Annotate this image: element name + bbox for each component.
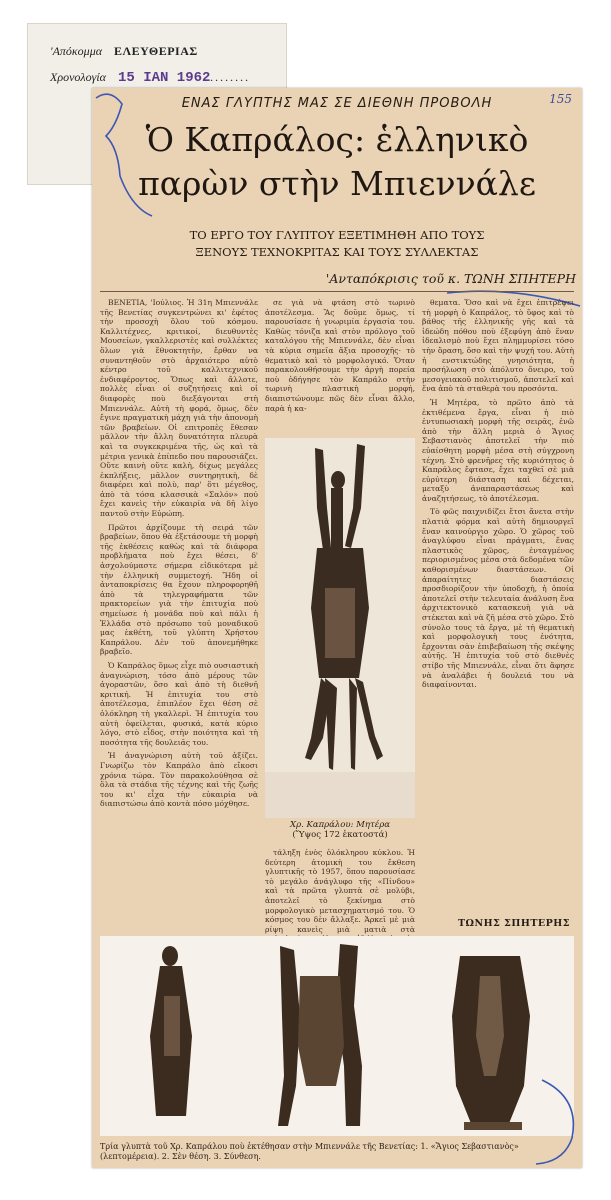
column-3-paragraph: θεματα. Ὅσο καὶ νὰ ἔχει ἐπιτρέψει τὴ μορφὴ ὁ Καπράλος, τὸ ὕφος καὶ τὸ βάθος τῆς ἑλληνικῆς γῆς καὶ τὰ ἰδεώδη πόθου ποὺ ἐξεφύγη ἀπὸ ἕναν ἰδεαλισμὸ ποὺ ἔχει πλημμυρίσει τόσο τὴν ὅραση, ὅσο καὶ τὴν ψυχή του. Αὐτὴ ἡ ενστικτώδης γνησιότητα, ἡ προσήλωση στὸ ἀπόλυτο ὄνειρο, τοῦ μεσογειακοῦ πολιτισμοῦ, ἀποτελεῖ καὶ ἕνα ἀπὸ τὰ σταθερὰ του προσόντα. <box>422 298 574 394</box>
article-column-2-bottom <box>265 848 415 934</box>
column-2-paragraph: τάληξη ἑνὸς ὁλόκληρου κύκλου. Ἡ δεύτερη ἀτομικὴ του ἔκθεση γλυπτικῆς τὸ 1957, ὅπου παρουσίασε τὸ μεγάλο ἀνάγλυφο τῆς «Πίνδου» καὶ τὰ πρῶτα γλυπτὰ σὲ μολύβι, ἀποτελεῖ τὸ ξεκίνημα στὸ μορφολογικὸ μετασχηματισμό του. Ὁ κόσμος του δὲν ἄλλαξε. Ἀρκεῖ μὲ μιὰ ρίψη κανεὶς μιὰ ματιὰ στὰ <box>265 848 415 934</box>
column-1-paragraph: Ὁ Καπράλος ὅμως εἶχε πιὸ ουσιαστικὴ ἀναγνώριση, τόσο ἀπὸ μέρους τῶν ἀγοραστῶν, ὅσο καὶ ἀπὸ τὴ διεθνῆ κριτική. Ἡ ἐπιτυχία του στὸ ἀποτέλεσμα, ἐπιπλέον ἔχει θέση σὲ ὁλόκληρη τὴ γκαλλερὶ. Ἡ ἐπιτυχία του αὐτὴ ὀφείλεται, φυσικά, κατὰ κύριο λόγο, στὸ εἶδος, στὴν ποιότητα καὶ τὴ ποσότητα τῆς δουλειᾶς του. <box>100 660 258 747</box>
column-2-paragraph: σε γιὰ νὰ φτάση στὸ τωρινὸ ἀποτέλεσμα. Ἂς δοῦμε ὅμως, τί παρουσίασε ἡ γνωριμία ἐργασία του. Καθὼς τόνιζα καὶ στὸν πρόλογο τοῦ καταλόγου τῆς Μπιεννάλε, δὲν εἶναι τὰ κύρια σημεῖα ἄξια προσοχῆς· τὸ θεματικὸ καὶ τὸ μορφολογικό. Ὅταν παρακολουθήσουμε τὴν ἀργὴ πορεία ποὺ ὁδήγησε τὸν Καπράλο στὴν τωρινὴ πλαστικὴ μορφή, διαπιστώνουμε πῶς δὲν εἶναι ἄλλο, παρὰ ἡ κα- <box>265 298 415 413</box>
sculpture-photo-mother <box>265 438 415 818</box>
article-subtitle <box>92 227 582 261</box>
subtitle-line-2: ΞΕΝΟΥΣ ΤΕΧΝΟΚΡΙΤΑΣ ΚΑΙ ΤΟΥΣ ΣΥΛΛΕΚΤΑΣ <box>195 245 479 259</box>
column-3-paragraph: Τὸ φῶς παιχνιδίζει ἔτσι ἄνετα στὴν πλατιὰ φόρμα καὶ αὐτὴ δημιουργεῖ ἕναν καινούργιο χῶρο. Ὁ χῶρος τοῦ ἀναγλύφου εἶναι πράγματι, ἕνας πλαστικὸς χῶρος, ἐνταγμένος περιορισμένος μέσα στὰ δεδομένα τῶν καθορισμένων διαστάσεων. Οἱ ἀπαραίτητες διαστάσεις προσδιορίζουν τὴν ὑποδοχὴ, ἡ ὁποία ἀποτελεῖ στὴν τελευταία ἀνάλυση ἕνα ἀρχιτεκτονικὸ κατασκευὴ γιὰ νὰ στέκεται καὶ νὰ ζῆ μέσα στὸ χῶρο. Στὸ σύνολο τους τὰ ἔργα, μὲ τὴ θεματικὴ καὶ μορφολογικὴ τους ἑνότητα, ἔρχονται σὰν ἐπιβεβαίωση τῆς σκέψης αὐτῆς. Ἡ ἐπιτυχία τοῦ στὸ διεθνὲς στίβο τῆς Μπιεννάλε, εἶναι ὅτι ἄφησε νὰ ἀναλάβει ἡ δουλειά του νὰ διαφαίνονται. <box>422 507 574 690</box>
column-1-paragraph: ΒΕΝΕΤΙΑ, 'Ιούλιος. Ἡ 31η Μπιεννάλε τῆς Βενετίας συγκεντρώνει κι' ἐφέτος τὴν προσοχὴ ὅλου τοῦ κόσμου. Καλλιτέχνες, κριτικοί, διευθυντὲς Μουσείων, γκαλλεριστὲς καὶ συλλέκτες ὅλων γιὰ ἔθνοκτητὴν, ἔρθαν να συναντηθοῦν στὸ ἀρχαιότερο αὐτὸ κέντρο τοῦ καλλιτεχνικοῦ ἐνδιαφέροντος. Ὅπως καὶ ἄλλοτε, πολλὲς εἶναι οἱ συζητήσεις καὶ οἱ διαφορὲς ποὺ διεξάγονται στὴ Μπιεννάλε. Αὐτὴ τὴ φορά, ὅμως, δὲν ἔγινε πραγματικὴ μάχη γιὰ τὴν ἀπονομὴ τῶν βραβείων. Οἱ επιτροπὲς ἔθεσαν μᾶλλον τὴν ἄλλη δυνατότητα πλευρὰ καὶ τα συγκεκριμένα τῆς, ὡς καὶ τὰ μέτρια γενικὰ ἐπίπεδο που παρουσιάζει. Οὔτε καινὴ οὔτε καλὴ, δίχως μεγάλες ἐκπλήξεις, μᾶλλον συντηρητικὴ, δὲ διαφέρει καὶ πολὺ, παρ' ὅτι μέγεθος, ἀπὸ τὰ τόσα κλασσικὰ «Σαλόν» πού ἔχει κανεὶς τὴν εὐκαιρία νὰ δῆ λίγο παντοῦ στὴν Εὐρώπη. <box>100 298 258 519</box>
headline-line-1: Ὁ Καπράλος: ἑλληνικὸ <box>145 120 529 159</box>
clipping-label-row <box>50 44 198 59</box>
date-label-row: Χρονολογία 15 ΙΑΝ 1962........ <box>50 70 251 86</box>
article-byline: 'Ανταπόκρισις τοῦ κ. ΤΩΝΗ ΣΠΗΤΕΡΗ <box>325 271 576 286</box>
figure-caption-height: (Ὕψος 172 ἑκατοστά) <box>292 830 388 840</box>
article-kicker: ΕΝΑΣ ΓΛΥΠΤΗΣ ΜΑΣ ΣΕ ΔΙΕΘΝΗ ΠΡΟΒΟΛΗ <box>181 96 493 111</box>
newspaper-clipping <box>92 88 582 1168</box>
column-1-paragraph: Πρῶτοι ἀρχίζουμε τὴ σειρά τῶν βραβείων, ὅπου θὰ ἐξετάσουμε τὴ μορφὴ τῆς ἐκθέσεις καθὼς καὶ τὰ διάφορα προβλήματα ποὺ ἔχει θέσει, δ' ἀσχολούμαστε σήμερα εἰδικότερα μὲ τὴν ἑλληνικὴ συμμετοχή. Ἤδη οἱ ἀνταποκρίσεις θα ἔχουν πληροφορηθῆ ἀπὸ τὰ τηλεγραφήματα τῶν πρακτορείων γιὰ τὴν ἐπιτυχία ποὺ σημείωσε ἡ μονάδα ποὺ καὶ πάλι ἡ Ἑλλάδα στὸ πρόσωπο τοῦ μοναδικοῦ μας ἐκθέτη, τοῦ γλύπτη Χρήστου Καπράλου. Δὲν τοῦ ἀπονεμήθηκε βραβεῖο. <box>100 522 258 657</box>
figure-caption <box>265 820 415 840</box>
article-headline <box>92 118 582 206</box>
column-1-paragraph: Ἡ ἀναγνώριση αὐτὴ τοῦ ἀξίζει. Γνωρίζω τὸν Καπράλο ἀπὸ εἴκοσι χρόνια τώρα. Τὸν παρακολούθησα σὲ ὅλα τὰ στάδια τῆς τέχνης καὶ τῆς ζωῆς του κι' εἶχα τὴν εὐκαιρία νὰ διαπιστώσω ἀπὸ κοντὰ πόσο μόχθησε. <box>100 751 258 809</box>
article-column-3 <box>422 298 574 913</box>
figure-caption-title: Χρ. Καπράλου: Μητέρα <box>290 820 390 830</box>
subtitle-line-1: ΤΟ ΕΡΓΟ ΤΟΥ ΓΛΥΠΤΟΥ ΕΞΕΤΙΜΗΘΗ ΑΠΟ ΤΟΥΣ <box>189 228 485 242</box>
article-column-1 <box>100 298 258 928</box>
author-signature: ΤΩΝΗΣ ΣΠΗΤΕΡΗΣ <box>457 918 570 929</box>
byline-rule <box>100 291 574 292</box>
pen-mark-bottom <box>502 1078 582 1168</box>
column-3-paragraph: Ἡ Μητέρα, τὸ πρῶτο ἀπὸ τὰ ἐκτιθέμενα ἔργα, εἶναι ἡ πιὸ ἐντυπωσιακὴ μορφὴ τῆς σειρᾶς, ἐνῶ ἀπὸ τὴν ἄλλη μεριὰ ὁ Ἄγιος Σεβαστιανὸς ἀποτελεῖ τὴν πιὸ εὐαίσθητη μορφὴ μέσα στὴ σύγχρονη τέχνη. Στὸ φρενῆρες τῆς κυριότητος ὁ Καπράλος ἔφτασε, ἔχει ταχθεῖ σὲ μιὰ εὐρύτερη διάσταση καὶ δέχεται, μεταξὺ ἀναπαραστάσεως καὶ ἀναζητήσεως, τὸ ἀποτέλεσμα. <box>422 397 574 503</box>
date-stamp: 15 ΙΑΝ 1962 <box>117 70 211 86</box>
newspaper-name: ΕΛΕΥΘΕΡΙΑΣ <box>114 44 198 58</box>
page-number: 155 <box>549 92 572 106</box>
clipping-label: 'Απόκομμα <box>50 44 103 58</box>
headline-line-2: παρὼν στὴν Μπιεννάλε <box>138 164 536 203</box>
article-column-2 <box>265 298 415 433</box>
date-label: Χρονολογία <box>50 70 106 84</box>
photos-caption: Τρία γλυπτὰ τοῦ Χρ. Καπράλου ποὺ ἐκτέθησαν στὴν Μπιεννάλε τῆς Βενετίας: 1. «Ἅγιος Σεβαστιανὸς» (λεπτομέρεια). 2. Σὲν θέση. 3. Σύνθεση. <box>100 1142 519 1161</box>
